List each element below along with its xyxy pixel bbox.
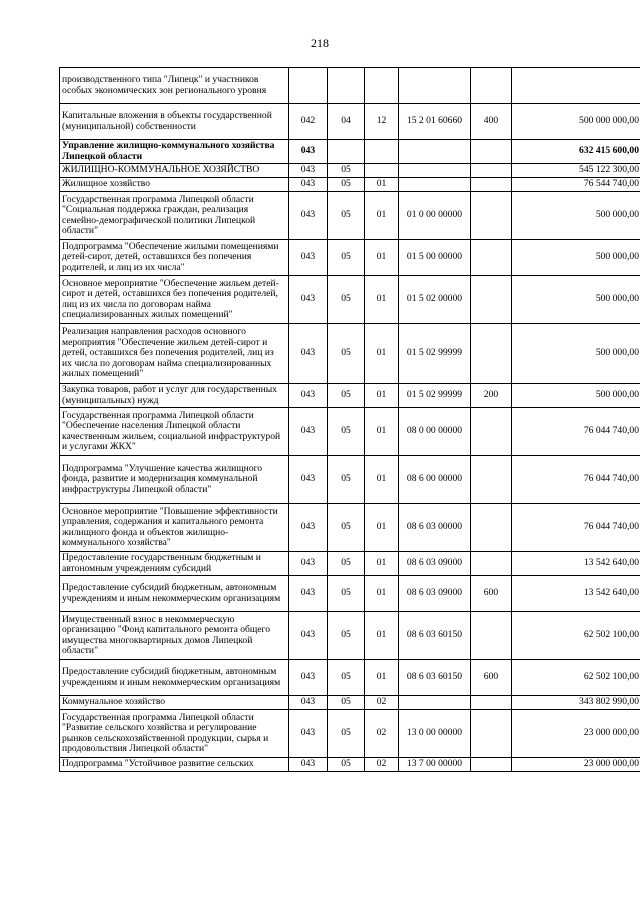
row-target-article-cell: 13 7 00 00000	[399, 758, 471, 772]
row-name-cell: Предоставление субсидий бюджетным, автономным учреждениям и иным некоммерческим организациям	[60, 660, 289, 696]
row-ved-cell: 043	[289, 178, 328, 192]
table-row	[60, 276, 640, 324]
row-name-cell: Предоставление субсидий бюджетным, автономным учреждениям и иным некоммерческим организациям	[60, 576, 289, 612]
table-row	[60, 696, 640, 710]
row-expense-type-cell: 600	[471, 576, 512, 612]
row-expense-type-cell	[471, 276, 512, 324]
row-ved-cell: 043	[289, 240, 328, 276]
row-amount-cell: 23 000 000,00	[512, 758, 640, 772]
row-target-article-cell: 01 5 02 99999	[399, 324, 471, 384]
row-name-cell: Государственная программа Липецкой области "Развитие сельского хозяйства и регулирование рынков сельскохозяйственной продукции, сырья и продовольствия Липецкой области"	[60, 710, 289, 758]
table-row	[60, 456, 640, 504]
page-number: 218	[311, 36, 329, 50]
row-subsection-cell: 02	[365, 696, 399, 710]
row-name-cell: ЖИЛИЩНО-КОММУНАЛЬНОЕ ХОЗЯЙСТВО	[60, 164, 289, 178]
row-section-cell: 04	[328, 104, 365, 140]
row-ved-cell: 043	[289, 324, 328, 384]
row-subsection-cell	[365, 68, 399, 104]
row-amount-cell: 13 542 640,00	[512, 552, 640, 576]
row-name-cell: Имущественный взнос в некоммерческую организацию "Фонд капитального ремонта общего имущества многоквартирных домов Липецкой области"	[60, 612, 289, 660]
row-expense-type-cell	[471, 710, 512, 758]
row-target-article-cell	[399, 164, 471, 178]
row-target-article-cell: 01 5 00 00000	[399, 240, 471, 276]
row-section-cell: 05	[328, 552, 365, 576]
row-amount-cell: 632 415 600,00	[512, 140, 640, 164]
row-section-cell	[328, 68, 365, 104]
row-section-cell: 05	[328, 758, 365, 772]
row-subsection-cell: 01	[365, 324, 399, 384]
row-ved-cell: 043	[289, 140, 328, 164]
row-expense-type-cell	[471, 758, 512, 772]
row-target-article-cell: 01 5 02 00000	[399, 276, 471, 324]
row-section-cell: 05	[328, 164, 365, 178]
row-ved-cell: 043	[289, 710, 328, 758]
row-ved-cell: 042	[289, 104, 328, 140]
table-row	[60, 612, 640, 660]
row-expense-type-cell	[471, 192, 512, 240]
row-expense-type-cell	[471, 552, 512, 576]
row-amount-cell: 13 542 640,00	[512, 576, 640, 612]
row-section-cell: 05	[328, 276, 365, 324]
row-ved-cell: 043	[289, 696, 328, 710]
row-expense-type-cell	[471, 164, 512, 178]
row-ved-cell: 043	[289, 660, 328, 696]
row-ved-cell: 043	[289, 552, 328, 576]
table-row	[60, 504, 640, 552]
row-subsection-cell	[365, 140, 399, 164]
row-subsection-cell: 02	[365, 710, 399, 758]
row-name-cell: Подпрограмма "Улучшение качества жилищного фонда, развитие и модернизация коммунальной инфраструктуры Липецкой области"	[60, 456, 289, 504]
row-section-cell: 05	[328, 504, 365, 552]
row-ved-cell: 043	[289, 576, 328, 612]
row-name-cell: Жилищное хозяйство	[60, 178, 289, 192]
row-name-cell: Предоставление государственным бюджетным и автономным учреждениям субсидий	[60, 552, 289, 576]
row-subsection-cell	[365, 164, 399, 178]
row-ved-cell: 043	[289, 164, 328, 178]
row-target-article-cell: 08 6 03 60150	[399, 660, 471, 696]
row-name-cell: Основное мероприятие "Обеспечение жильем детей-сирот и детей, оставшихся без попечения родителей, лиц из их числа по договорам найма специализированных жилых помещений"	[60, 276, 289, 324]
table-row	[60, 324, 640, 384]
row-amount-cell: 62 502 100,00	[512, 660, 640, 696]
row-expense-type-cell	[471, 612, 512, 660]
row-amount-cell: 76 044 740,00	[512, 456, 640, 504]
row-amount-cell: 500 000 000,00	[512, 104, 640, 140]
row-target-article-cell	[399, 68, 471, 104]
row-ved-cell: 043	[289, 192, 328, 240]
row-target-article-cell: 01 5 02 99999	[399, 384, 471, 408]
budget-table	[59, 67, 640, 772]
row-subsection-cell: 01	[365, 456, 399, 504]
table-row	[60, 104, 640, 140]
row-amount-cell: 62 502 100,00	[512, 612, 640, 660]
row-section-cell: 05	[328, 612, 365, 660]
row-subsection-cell: 01	[365, 504, 399, 552]
row-section-cell: 05	[328, 408, 365, 456]
row-expense-type-cell	[471, 456, 512, 504]
row-name-cell: Государственная программа Липецкой области "Обеспечение населения Липецкой области качественным жильем, социальной инфраструктурой и услугами ЖКХ"	[60, 408, 289, 456]
row-name-cell: Коммунальное хозяйство	[60, 696, 289, 710]
row-section-cell: 05	[328, 192, 365, 240]
row-subsection-cell: 01	[365, 178, 399, 192]
row-target-article-cell: 08 6 03 00000	[399, 504, 471, 552]
row-target-article-cell	[399, 140, 471, 164]
table-row	[60, 710, 640, 758]
row-expense-type-cell	[471, 408, 512, 456]
row-target-article-cell: 08 6 03 09000	[399, 576, 471, 612]
table-row	[60, 384, 640, 408]
row-section-cell: 05	[328, 660, 365, 696]
row-expense-type-cell	[471, 178, 512, 192]
row-section-cell: 05	[328, 324, 365, 384]
row-subsection-cell: 01	[365, 552, 399, 576]
row-subsection-cell: 01	[365, 576, 399, 612]
row-expense-type-cell: 600	[471, 660, 512, 696]
row-target-article-cell: 15 2 01 60660	[399, 104, 471, 140]
row-expense-type-cell	[471, 504, 512, 552]
table-row	[60, 576, 640, 612]
row-section-cell: 05	[328, 384, 365, 408]
row-expense-type-cell: 200	[471, 384, 512, 408]
row-name-cell: Основное мероприятие "Повышение эффективности управления, содержания и капитального ремонта жилищного фонда и объектов жилищно-коммунального хозяйства"	[60, 504, 289, 552]
table-row	[60, 178, 640, 192]
table-row	[60, 240, 640, 276]
row-subsection-cell: 01	[365, 612, 399, 660]
row-subsection-cell: 02	[365, 758, 399, 772]
row-section-cell	[328, 140, 365, 164]
row-amount-cell: 23 000 000,00	[512, 710, 640, 758]
row-amount-cell: 500 000,00	[512, 276, 640, 324]
row-amount-cell: 500 000,00	[512, 192, 640, 240]
table-row	[60, 164, 640, 178]
row-ved-cell: 043	[289, 276, 328, 324]
row-section-cell: 05	[328, 178, 365, 192]
row-target-article-cell	[399, 696, 471, 710]
row-section-cell: 05	[328, 240, 365, 276]
row-amount-cell	[512, 68, 640, 104]
row-ved-cell: 043	[289, 758, 328, 772]
row-amount-cell: 545 122 300,00	[512, 164, 640, 178]
row-expense-type-cell	[471, 140, 512, 164]
row-target-article-cell: 01 0 00 00000	[399, 192, 471, 240]
row-subsection-cell: 12	[365, 104, 399, 140]
row-name-cell: Государственная программа Липецкой области "Социальная поддержка граждан, реализация семейно-демографической политики Липецкой области"	[60, 192, 289, 240]
row-expense-type-cell	[471, 68, 512, 104]
row-name-cell: Закупка товаров, работ и услуг для государственных (муниципальных) нужд	[60, 384, 289, 408]
row-amount-cell: 76 044 740,00	[512, 504, 640, 552]
row-name-cell: Подпрограмма "Устойчивое развитие сельских	[60, 758, 289, 772]
row-target-article-cell	[399, 178, 471, 192]
row-subsection-cell: 01	[365, 660, 399, 696]
row-name-cell: Реализация направления расходов основного мероприятия "Обеспечение жильем детей-сирот и детей, оставшихся без попечения родителей, лиц из их числа по договорам найма специализированных жилых помещений"	[60, 324, 289, 384]
table-row	[60, 192, 640, 240]
row-ved-cell: 043	[289, 408, 328, 456]
table-row	[60, 68, 640, 104]
row-target-article-cell: 08 6 00 00000	[399, 456, 471, 504]
row-name-cell: Капитальные вложения в объекты государственной (муниципальной) собственности	[60, 104, 289, 140]
table-row	[60, 552, 640, 576]
row-subsection-cell: 01	[365, 240, 399, 276]
row-subsection-cell: 01	[365, 384, 399, 408]
row-target-article-cell: 08 6 03 09000	[399, 552, 471, 576]
row-ved-cell	[289, 68, 328, 104]
row-amount-cell: 500 000,00	[512, 240, 640, 276]
row-target-article-cell: 08 0 00 00000	[399, 408, 471, 456]
row-amount-cell: 343 802 990,00	[512, 696, 640, 710]
row-section-cell: 05	[328, 456, 365, 504]
row-expense-type-cell	[471, 324, 512, 384]
row-name-cell: Управление жилищно-коммунального хозяйства Липецкой области	[60, 140, 289, 164]
row-ved-cell: 043	[289, 612, 328, 660]
row-name-cell: производственного типа "Липецк" и участников особых экономических зон регионального уровня	[60, 68, 289, 104]
row-expense-type-cell	[471, 240, 512, 276]
row-target-article-cell: 08 6 03 60150	[399, 612, 471, 660]
table-row	[60, 660, 640, 696]
table-row	[60, 408, 640, 456]
row-target-article-cell: 13 0 00 00000	[399, 710, 471, 758]
row-subsection-cell: 01	[365, 192, 399, 240]
row-section-cell: 05	[328, 710, 365, 758]
row-amount-cell: 500 000,00	[512, 384, 640, 408]
row-section-cell: 05	[328, 696, 365, 710]
row-subsection-cell: 01	[365, 408, 399, 456]
row-ved-cell: 043	[289, 504, 328, 552]
row-amount-cell: 500 000,00	[512, 324, 640, 384]
row-expense-type-cell: 400	[471, 104, 512, 140]
row-subsection-cell: 01	[365, 276, 399, 324]
table-row	[60, 758, 640, 772]
row-ved-cell: 043	[289, 456, 328, 504]
row-section-cell: 05	[328, 576, 365, 612]
row-ved-cell: 043	[289, 384, 328, 408]
row-name-cell: Подпрограмма "Обеспечение жилыми помещениями детей-сирот, детей, оставшихся без попечения родителей, и лиц из их числа"	[60, 240, 289, 276]
row-amount-cell: 76 544 740,00	[512, 178, 640, 192]
table-row	[60, 140, 640, 164]
row-amount-cell: 76 044 740,00	[512, 408, 640, 456]
row-expense-type-cell	[471, 696, 512, 710]
